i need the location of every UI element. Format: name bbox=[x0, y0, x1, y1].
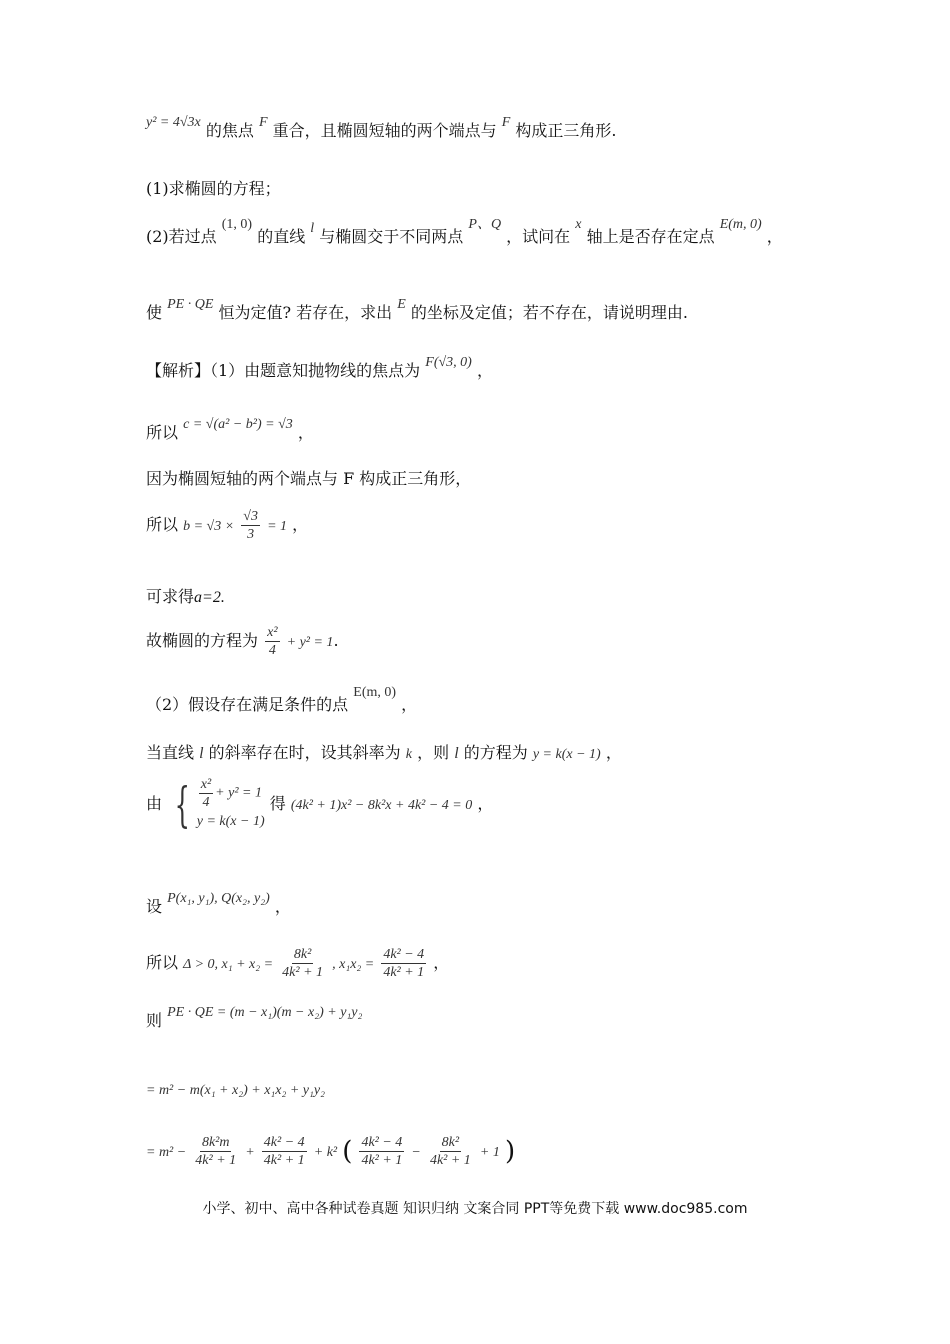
left-brace: { bbox=[174, 776, 191, 833]
solution-line-1: 【解析】（1）由题意知抛物线的焦点为 F(√3, 0) ， bbox=[146, 355, 493, 380]
problem-line-1: y² = 4√3x 的焦点 F 重合，且椭圆短轴的两个端点与 F 构成正三角形. bbox=[146, 115, 617, 140]
solution-line-3: 因为椭圆短轴的两个端点与 F 构成正三角形， bbox=[146, 469, 472, 488]
solution-line-4: 所以 b = √3 × $\frac{√3}{3}$ = 1 ， bbox=[146, 509, 309, 542]
solution-line-8: 当直线 l 的斜率存在时，设其斜率为 k ，则 l 的方程为 y = k(x − 1) ， bbox=[146, 743, 622, 762]
solution-line-6: 故椭圆的方程为 $\frac{\text{x²}}{4}$ + y² = 1. bbox=[146, 625, 339, 658]
solution-line-7: （2）假设存在满足条件的点 E(m, 0) ， bbox=[146, 685, 418, 714]
solution-line-10: 设 P(x₁, y₁), Q(x₂, y₂) ， bbox=[146, 891, 291, 916]
question-1: (1)求椭圆的方程； bbox=[146, 179, 281, 198]
parabola-equation: y² = 4√3x bbox=[146, 115, 201, 130]
solution-line-9: 由 { $\frac{\text{x²}}{4}$ + y² = 1 y = k(x − 1) 得 (4k² + 1)x² − 8k²x + 4k² − 4 = 0 ， bbox=[146, 776, 494, 833]
solution-line-11: 所以 Δ > 0, x₁ + x₂ = $\frac{\text{8k²}}{\text{4k² + 1}}$ , x₁x₂ = $\frac{\text{4k² − 4}}{\text{4k² + 1}}$ ， bbox=[146, 947, 450, 980]
solution-line-12: 则 PE · QE = (m − x₁)(m − x₂) + y₁y₂ bbox=[146, 1005, 363, 1030]
equation-system: $\frac{\text{x²}}{4}$ + y² = 1 y = k(x − 1) bbox=[196, 777, 265, 829]
page-footer: 小学、初中、高中各种试卷真题 知识归纳 文案合同 PPT等免费下载 www.doc985.com bbox=[202, 1201, 748, 1217]
vector-product: PE · QE bbox=[167, 297, 214, 312]
question-2: (2)若过点 (1, 0) 的直线 l 与椭圆交于不同两点 P、Q ，试问在 x 轴上是否存在定点 E(m, 0) ， bbox=[146, 217, 783, 246]
solution-line-2: 所以 c = √(a² − b²) = √3 ， bbox=[146, 417, 314, 442]
question-2-continued: 使 PE · QE 恒为定值? 若存在，求出 E 的坐标及定值；若不存在，请说明理由. bbox=[146, 297, 688, 322]
solution-line-14: = m² − $\frac{\text{8k²m}}{\text{4k² + 1}}$ + $\frac{\text{4k² − 4}}{\text{4k² + 1}}$ + k² ( $\frac{\text{4k² − 4}}{\text{4k² + 1}}$ − $\frac{\text{8k²}}{\text{4k² + 1}}$ + 1 ) bbox=[146, 1135, 516, 1168]
solution-line-5: 可求得a=2. bbox=[146, 587, 225, 606]
solution-line-13: = m² − m(x₁ + x₂) + x₁x₂ + y₁y₂ bbox=[146, 1083, 325, 1098]
